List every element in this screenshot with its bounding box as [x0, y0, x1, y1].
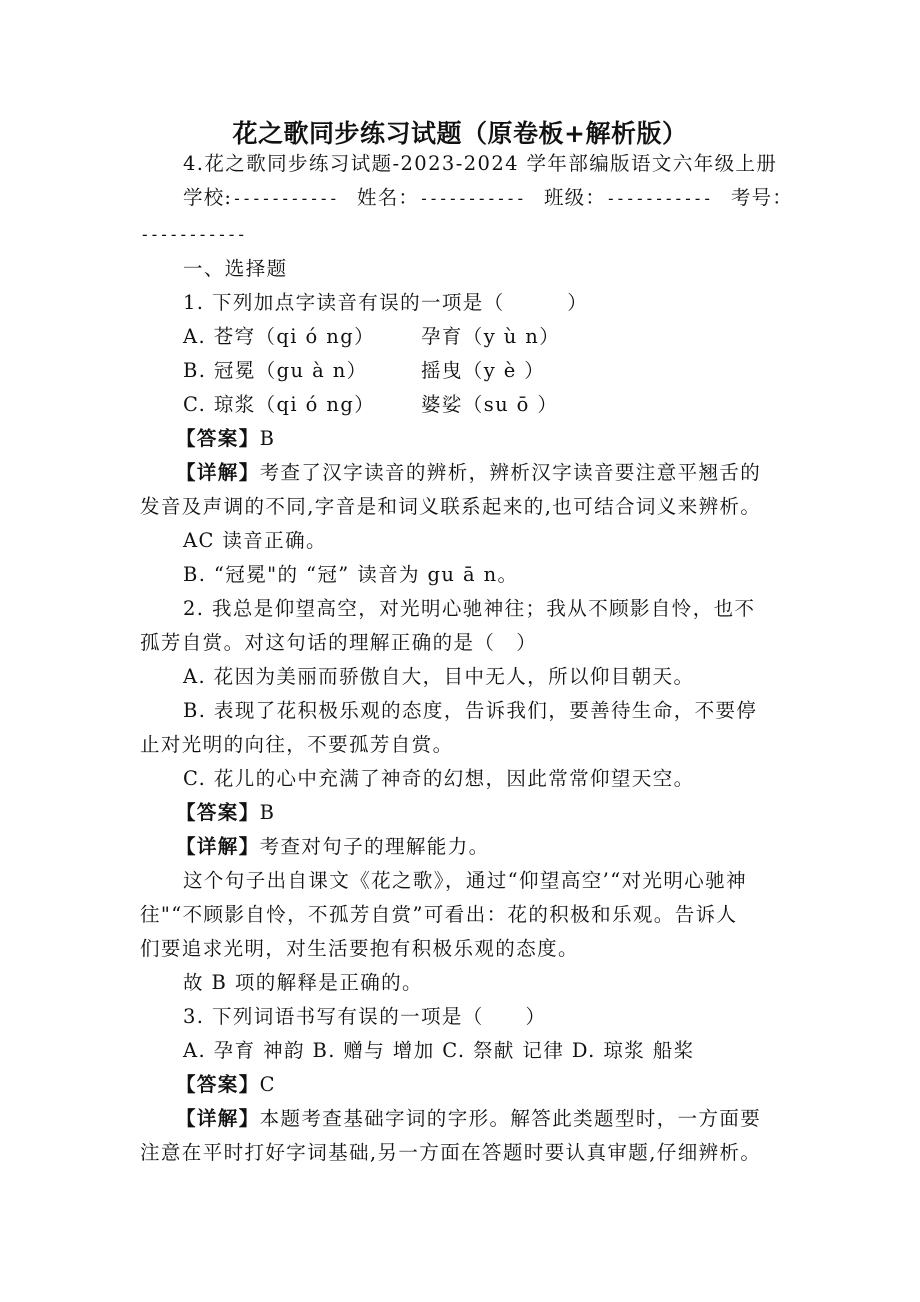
answer-value: B [259, 801, 276, 824]
class-field[interactable] [544, 185, 712, 212]
question-2-explain-cont: 故 B 项的解释是正确的。 [183, 971, 423, 994]
question-3-explain [176, 1106, 761, 1132]
explain-label: 【详解】 [176, 461, 260, 484]
question-1-explain-cont: AC 读音正确。 [183, 529, 327, 552]
question-2-option-b-cont: 止对光明的向往，不要孤芳自赏。 [140, 733, 454, 756]
question-2-option-a: A. 花因为美丽而骄傲自大，目中无人，所以仰目朝天。 [183, 665, 695, 688]
question-1-option-row [183, 358, 545, 384]
question-2-stem: 2. 我总是仰望高空，对光明心驰神往；我从不顾影自怜，也不 [183, 597, 756, 620]
answer-value: C [259, 1073, 276, 1096]
option-left: C. 琼浆（qi ó ng） [183, 393, 376, 416]
question-2-stem-cont: 孤芳自赏。对这句话的理解正确的是（ ） [140, 631, 538, 654]
school-label: 学校: [183, 186, 233, 209]
school-blank[interactable]: ----------- [232, 189, 339, 208]
question-3-answer [176, 1072, 276, 1098]
name-field[interactable] [357, 185, 525, 212]
section-heading: 一、选择题 [183, 257, 288, 280]
question-2-explain-cont: 们要追求光明，对生活要抱有积极乐观的态度。 [140, 937, 579, 960]
answer-label: 【答案】 [176, 427, 260, 450]
question-2-explain [176, 834, 490, 860]
answer-label: 【答案】 [176, 801, 260, 824]
option-right: 摇曳（y è ） [421, 359, 546, 382]
question-3-options: A. 孕育 神韵 B. 赠与 增加 C. 祭献 记律 D. 琼浆 船桨 [183, 1039, 695, 1062]
explain-text: 考查对句子的理解能力。 [259, 835, 490, 858]
option-right: 孕育（y ù n） [421, 325, 561, 348]
explain-label: 【详解】 [176, 1107, 260, 1130]
document-title: 花之歌同步练习试题（原卷板+解析版） [232, 119, 688, 148]
document-subtitle: 4.花之歌同步练习试题-2023-2024 学年部编版语文六年级上册 [183, 152, 778, 175]
question-3-explain-cont: 注意在平时打好字词基础,另一方面在答题时要认真审题,仔细辨析。 [140, 1141, 762, 1164]
question-2-explain-cont: 这个句子出自课文《花之歌》，通过“仰望高空’“对光明心驰神 [183, 869, 747, 892]
explain-text: 考查了汉字读音的辨析，辨析汉字读音要注意平翘舌的 [259, 461, 762, 484]
question-1-option-row [183, 324, 560, 350]
option-left: B. 冠冕（gu à n） [183, 359, 368, 382]
question-1-option-row [183, 392, 558, 418]
answer-value: B [259, 427, 276, 450]
question-1-explain-cont: B. “冠冕"的 “冠” 读音为 gu ā n。 [183, 563, 519, 586]
class-label: 班级： [543, 186, 607, 209]
exam-no-label: 考号： [730, 186, 793, 209]
name-blank[interactable]: ----------- [419, 189, 526, 208]
question-1-stem: 1. 下列加点字读音有误的一项是（ ） [183, 291, 589, 314]
name-label: 姓名： [357, 186, 420, 209]
answer-label: 【答案】 [176, 1073, 260, 1096]
question-3-stem: 3. 下列词语书写有误的一项是（ ） [183, 1005, 547, 1028]
question-2-option-b: B. 表现了花积极乐观的态度，告诉我们，要善待生命，不要停 [183, 699, 758, 722]
school-field[interactable] [183, 185, 338, 212]
student-info-row [183, 185, 793, 212]
question-2-option-c: C. 花儿的心中充满了神奇的幻想，因此常常仰望天空。 [183, 767, 695, 790]
explain-label: 【详解】 [176, 835, 260, 858]
question-2-answer [176, 800, 275, 826]
question-2-explain-cont: 往"“不顾影自怜，不孤芳自赏”可看出：花的积极和乐观。告诉人 [140, 903, 738, 926]
question-1-answer [176, 426, 275, 452]
exam-no-blank[interactable]: ----------- [140, 225, 246, 244]
question-1-explain [176, 460, 761, 486]
option-right: 婆娑（su ō ） [421, 393, 559, 416]
class-blank[interactable]: ----------- [606, 189, 713, 208]
question-1-explain-cont: 发音及声调的不同,字音是和词义联系起来的,也可结合词义来辨析。 [140, 495, 762, 518]
option-left: A. 苍穹（qi ó ng） [183, 325, 375, 348]
explain-text: 本题考查基础字词的字形。解答此类题型时，一方面要 [259, 1107, 762, 1130]
